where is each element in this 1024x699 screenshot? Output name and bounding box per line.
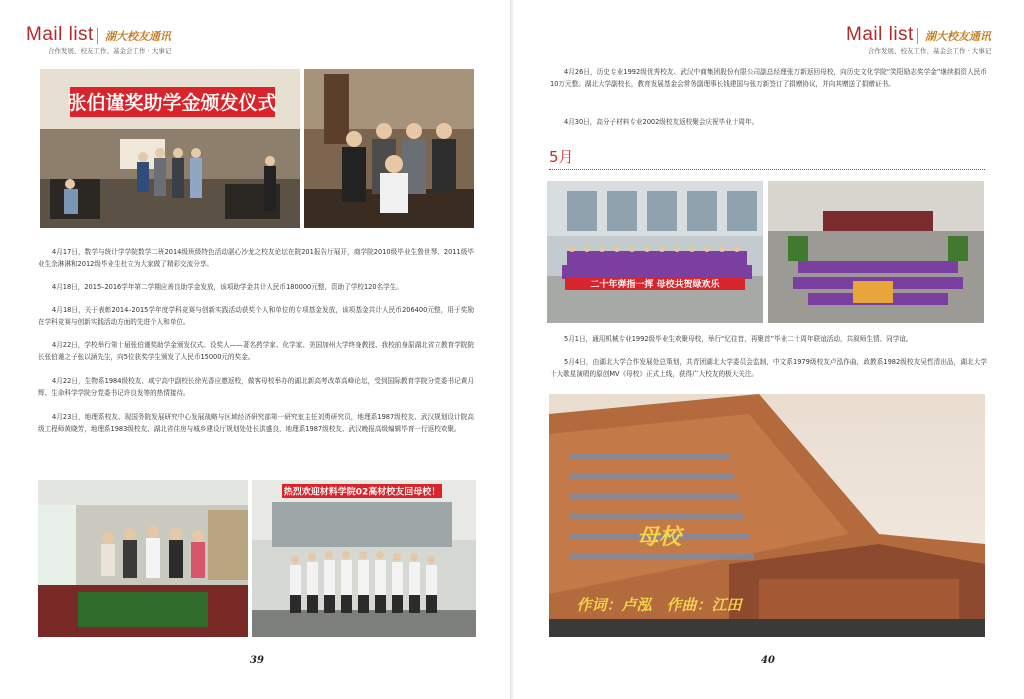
banner-text: 张伯谨奖助学金颁发仪式 (67, 92, 277, 114)
paragraph-0504-mv: 5月4日，由湖北大学合作发展处总策划，共青团湖北大学委员会监制，中文系1979级校友卢泓作曲，政教系1982级校友吴哲清出品，湖北大学十大歌星演唱的原创MV《母校》正式上线，获得广大校友的极大关注。 (550, 358, 987, 378)
right-page (513, 0, 1024, 699)
banner-text: 热烈欢迎材料学院02高材校友回母校！ (283, 487, 441, 498)
mv-credits: 作词：卢泓 作曲：江田 (576, 596, 742, 614)
paragraph-0422-biology: 4月22日，生物系1984级校友、咸宁高中副校长徐光香应邀返校，做客母校举办的湖北新高考改革高峰论坛，受到国际教育学院分党委书记黄月辉、生命科学学院分党委书记许良发等的热情接待。 (38, 377, 474, 397)
photo-meeting-room (38, 480, 248, 637)
masthead-left (26, 24, 171, 58)
photo-purple-group-steps (768, 181, 984, 323)
paragraph-0422-ceremony: 4月22日，学校举行第十届张伯谨奖助学金颁发仪式。设奖人——著名药学家、化学家、美国加州大学终身教授、我校前身原湖北省立教育学院院长张伯谨之子张以涵先生，向5位获奖学生颁发了人民币15000元的奖金。 (38, 341, 474, 361)
month-heading: 5月 (549, 148, 574, 166)
paragraph-0418-award: 4月18日，关于表彰2014–2015学年度学科竞赛与创新实践活动获奖个人和单位的专项基金发放，该项基金共计人民币206400元整，用于奖励在学科竞赛与创新实践活动方面的先进个人和单位。 (38, 306, 474, 326)
page-number-right: 40 (761, 655, 775, 666)
paragraph-0426-donation: 4月26日，历史专业1992级优秀校友、武汉中商集团股份有限公司副总经理张万新返回母校，向历史文化学院“笑阳励志奖学金”继续捐资人民币10万元整。湖北大学副校长，教育发展基金会常务副理事长钱建国与张万新签订了捐赠协议，并向其赠送了捐赠证书。 (550, 68, 987, 88)
masthead-title: Mail list (26, 24, 94, 45)
banner-text: 二十年弹指一挥 母校共贺绿欢乐 (590, 280, 720, 290)
masthead-tagline: 合作发展、校友工作、基金会工作 · 大事记 (868, 47, 992, 55)
paragraph-0418-grant: 4月18日，2015–2016学年第二学期应善良助学金发放，该项助学金共计人民币180000元整，资助了学校120名学生。 (52, 283, 403, 291)
paragraph-0417-math: 4月17日，数学与统计学学院数学二班2014级班级特色活动湛心沙龙之校友论坛在院201报告厅展开，商学院2010级毕业生鲁世琴、2011级毕业生余淋淋和2012级毕业生杜立为大家做了精彩交流分享。 (38, 248, 474, 268)
photo-mv-poster (549, 394, 985, 637)
masthead-divider (97, 28, 98, 44)
photo-materials-alumni (252, 480, 476, 637)
photo-purple-group-banner (547, 181, 763, 323)
masthead-title: Mail list (846, 24, 914, 45)
photo-award-ceremony (40, 69, 300, 228)
masthead-subtitle: 湖大校友通讯 (104, 30, 171, 43)
masthead-right (846, 24, 991, 58)
left-page (0, 0, 511, 699)
masthead-tagline: 合作发展、校友工作、基金会工作 · 大事记 (48, 47, 172, 55)
paragraph-0501-reunion: 5月1日，通用机械专业1992级毕业生欢聚母校，举行“忆往昔，再聚首”毕业二十周年联谊活动，共叙师生情、同学谊。 (564, 335, 913, 343)
page-number-left: 39 (250, 655, 264, 666)
masthead-subtitle: 湖大校友通讯 (924, 30, 991, 43)
paragraph-0423-geography: 4月23日，地理系校友、现国务院发展研究中心发展战略与区域经济研究部第一研究室主任刘勇研究员，地理系1987级校友、武汉规划设计院高级工程师黄晓芳，地理系1983级校友、湖北省住房与城乡建设厅规划处处长洪盛良，地理系1987级校友、武汉晚报高级编辑毕育一行返校欢聚。 (38, 413, 474, 433)
paragraph-0430-reunion: 4月30日，高分子材料专业2002级校友返校聚会庆祝毕业十周年。 (564, 118, 759, 126)
masthead-divider (917, 28, 918, 44)
photo-alumni-group (304, 69, 474, 228)
mv-title: 母校 (636, 524, 682, 550)
month-divider (549, 169, 985, 171)
